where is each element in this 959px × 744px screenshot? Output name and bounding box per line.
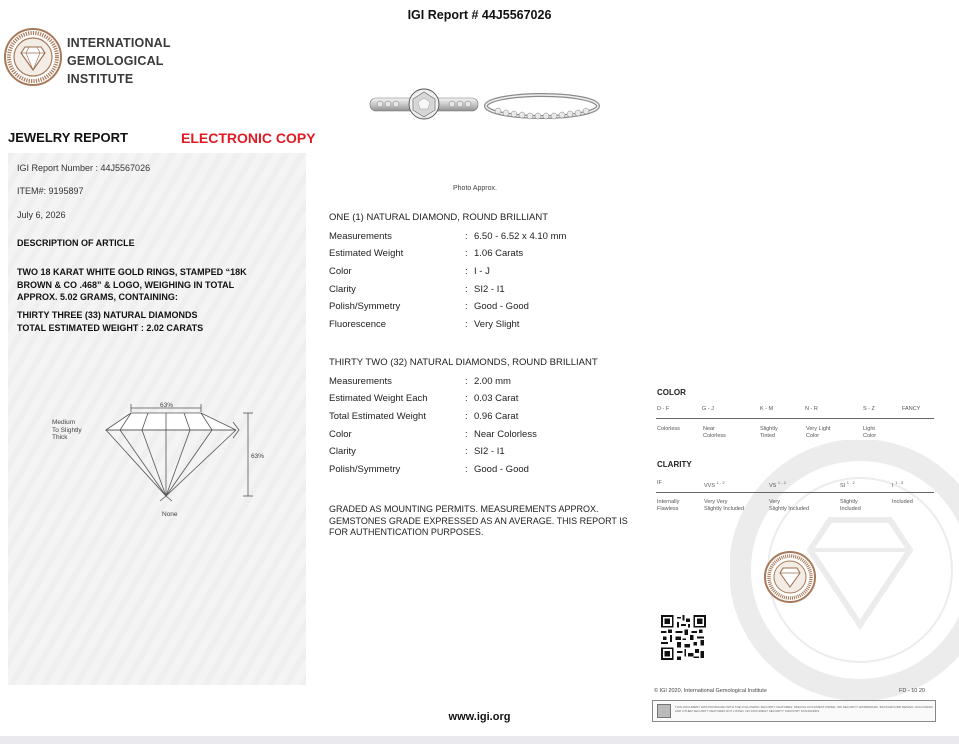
desc-line: Slightly Included (704, 505, 745, 512)
spec-separator: : (465, 284, 468, 295)
spec-value: Near Colorless (474, 429, 537, 440)
description-line: BROWN & CO .468” & LOGO, WEIGHING IN TOTAL (17, 279, 235, 290)
desc-line: Colorless (657, 426, 680, 432)
logo-line: INTERNATIONAL (67, 36, 171, 50)
clarity-scale-title: CLARITY (657, 460, 692, 469)
spec-value: Very Slight (474, 319, 520, 330)
color-scale-title: COLOR (657, 388, 686, 397)
spec-value: Good - Good (474, 301, 529, 312)
desc-line: Slightly (760, 426, 778, 432)
electronic-copy-label: ELECTRONIC COPY (181, 130, 316, 146)
contents-line: THIRTY THREE (33) NATURAL DIAMONDS (17, 310, 198, 320)
grade-text: VVS (704, 482, 716, 489)
girdle-line: Thick (52, 434, 68, 441)
spec-label: Polish/Symmetry (329, 464, 401, 475)
desc-line: Slightly Included (769, 505, 810, 512)
girdle-label (52, 419, 82, 442)
article-description (17, 266, 247, 304)
clarity-description (657, 499, 679, 512)
center-stone-heading: ONE (1) NATURAL DIAMOND, ROUND BRILLIANT (329, 212, 549, 223)
spec-label: Total Estimated Weight (329, 411, 426, 422)
spec-label: Polish/Symmetry (329, 301, 401, 312)
spec-separator: : (465, 319, 468, 330)
desc-line: Colorless (703, 432, 726, 439)
color-grade: N - R (805, 406, 818, 412)
qr-code[interactable] (661, 615, 706, 660)
spec-value: Good - Good (474, 464, 529, 475)
igi-seal-logo (4, 28, 62, 86)
desc-line: Slightly (840, 499, 858, 505)
grade-range: 1 - 2 (716, 480, 725, 485)
spec-separator: : (465, 411, 468, 422)
copyright-text: © IGI 2020, International Gemological Institute (654, 688, 767, 694)
clarity-grade (769, 480, 786, 489)
clarity-grade (704, 480, 725, 489)
clarity-description (892, 499, 913, 506)
color-description (657, 426, 680, 433)
desc-line: Very (769, 499, 781, 505)
side-stones-heading: THIRTY TWO (32) NATURAL DIAMONDS, ROUND BRILLIANT (329, 357, 598, 368)
color-grade: FANCY (902, 406, 921, 412)
spec-label: Color (329, 266, 352, 277)
report-title: IGI Report # 44J5567026 (407, 8, 552, 22)
contents-line: TOTAL ESTIMATED WEIGHT : 2.02 CARATS (17, 322, 204, 333)
spec-value: I - J (474, 266, 490, 277)
color-grade: S - Z (863, 406, 875, 412)
color-description (760, 426, 778, 439)
spec-value: SI2 - I1 (474, 446, 505, 457)
clarity-grade (840, 480, 855, 489)
website-link[interactable]: www.igi.org (448, 711, 511, 723)
security-text: THIS DOCUMENT WAS PRODUCED WITH THE FOLLOWING SECURITY FEATURES: SPECIAL DOCUMENT PAPER, INK SECURITY WATERMARK, BACKGROUND DESIGN, HOLOGRAM AND OTHER SECURITY FEATURES NOT LISTED. NO DOCUMENT SECURITY INDUSTRY STANDARDS. (675, 705, 933, 713)
spec-value: 6.50 - 6.52 x 4.10 mm (474, 231, 567, 242)
color-grade: K - M (760, 406, 774, 412)
spec-separator: : (465, 266, 468, 277)
spec-separator: : (465, 393, 468, 404)
desc-line: Light (863, 426, 875, 432)
spec-label: Color (329, 429, 352, 440)
grade-range: 1 - 3 (895, 480, 904, 485)
desc-line: Internally (657, 499, 680, 505)
color-scale-divider (656, 418, 934, 419)
description-line: APPROX. 5.02 GRAMS, CONTAINING: (17, 292, 178, 302)
photo-caption: Photo Approx. (453, 185, 497, 192)
clarity-description (704, 499, 744, 512)
contents-summary (17, 309, 203, 334)
desc-line: Included (840, 505, 861, 512)
clarity-grade (892, 480, 903, 489)
color-description (863, 426, 876, 439)
spec-separator: : (465, 464, 468, 475)
report-number: IGI Report Number : 44J5567026 (17, 163, 151, 173)
institute-name (67, 34, 171, 88)
viewer-bottom-strip (0, 736, 959, 744)
spec-separator: : (465, 301, 468, 312)
desc-line: Color (863, 432, 877, 439)
desc-line: Color (806, 432, 820, 439)
spec-value: SI2 - I1 (474, 284, 505, 295)
spec-value: 0.96 Carat (474, 411, 519, 422)
girdle-line: Medium (52, 419, 76, 426)
spec-label: Estimated Weight Each (329, 393, 428, 404)
spec-value: 2.00 mm (474, 376, 511, 387)
diamond-proportion-diagram (48, 398, 278, 523)
report-date: July 6, 2026 (17, 210, 66, 220)
clarity-description (769, 499, 809, 512)
spec-value: 0.03 Carat (474, 393, 519, 404)
table-percent-label: 63% (160, 402, 174, 409)
depth-percent-label: 63% (251, 453, 265, 460)
igi-small-seal-icon (764, 551, 816, 603)
grade-text: VS (769, 482, 777, 489)
spec-separator: : (465, 231, 468, 242)
desc-line: Very Very (704, 499, 728, 505)
spec-separator: : (465, 376, 468, 387)
clarity-scale-divider (656, 492, 934, 493)
color-grade: D - F (657, 406, 670, 412)
spec-separator: : (465, 446, 468, 457)
spec-separator: : (465, 429, 468, 440)
color-grade: G - J (702, 406, 714, 412)
form-code: FD - 10 20 (899, 688, 925, 694)
report-type-heading: JEWELRY REPORT (8, 130, 128, 145)
clarity-description (840, 499, 861, 512)
spec-label: Clarity (329, 446, 356, 457)
desc-line: Included (892, 499, 913, 505)
grade-range: 1 - 2 (846, 480, 855, 485)
grade-text: SI (840, 482, 846, 489)
clarity-grade (657, 480, 662, 486)
spec-label: Fluorescence (329, 319, 387, 330)
spec-label: Measurements (329, 231, 392, 242)
description-line: TWO 18 KARAT WHITE GOLD RINGS, STAMPED “18K (17, 267, 247, 277)
spec-value: 1.06 Carats (474, 248, 524, 259)
desc-line: Near (703, 426, 715, 432)
desc-line: Very Light (806, 426, 831, 432)
color-description (806, 426, 830, 439)
item-number: ITEM#: 9195897 (17, 186, 84, 196)
spec-label: Estimated Weight (329, 248, 404, 259)
spec-label: Clarity (329, 284, 356, 295)
spec-label: Measurements (329, 376, 392, 387)
desc-line: Tinted (760, 432, 776, 439)
desc-line: Flawless (657, 505, 679, 512)
grade-text: IF (657, 480, 662, 486)
logo-line: GEMOLOGICAL (67, 54, 164, 68)
description-heading: DESCRIPTION OF ARTICLE (17, 238, 135, 248)
culet-label: None (162, 511, 178, 518)
color-description (703, 426, 726, 439)
grade-range: 1 - 2 (777, 480, 786, 485)
logo-line: INSTITUTE (67, 72, 134, 86)
spec-separator: : (465, 248, 468, 259)
ring-photo (366, 86, 604, 130)
grade-text: I (892, 482, 894, 489)
girdle-line: To Slightly (52, 426, 82, 434)
grading-note: GRADED AS MOUNTING PERMITS. MEASUREMENTS APPROX. GEMSTONES GRADE EXPRESSED AS AN AVERAGE. THIS REPORT IS FOR AUTHENTICATION PURPOSES. (329, 504, 628, 537)
